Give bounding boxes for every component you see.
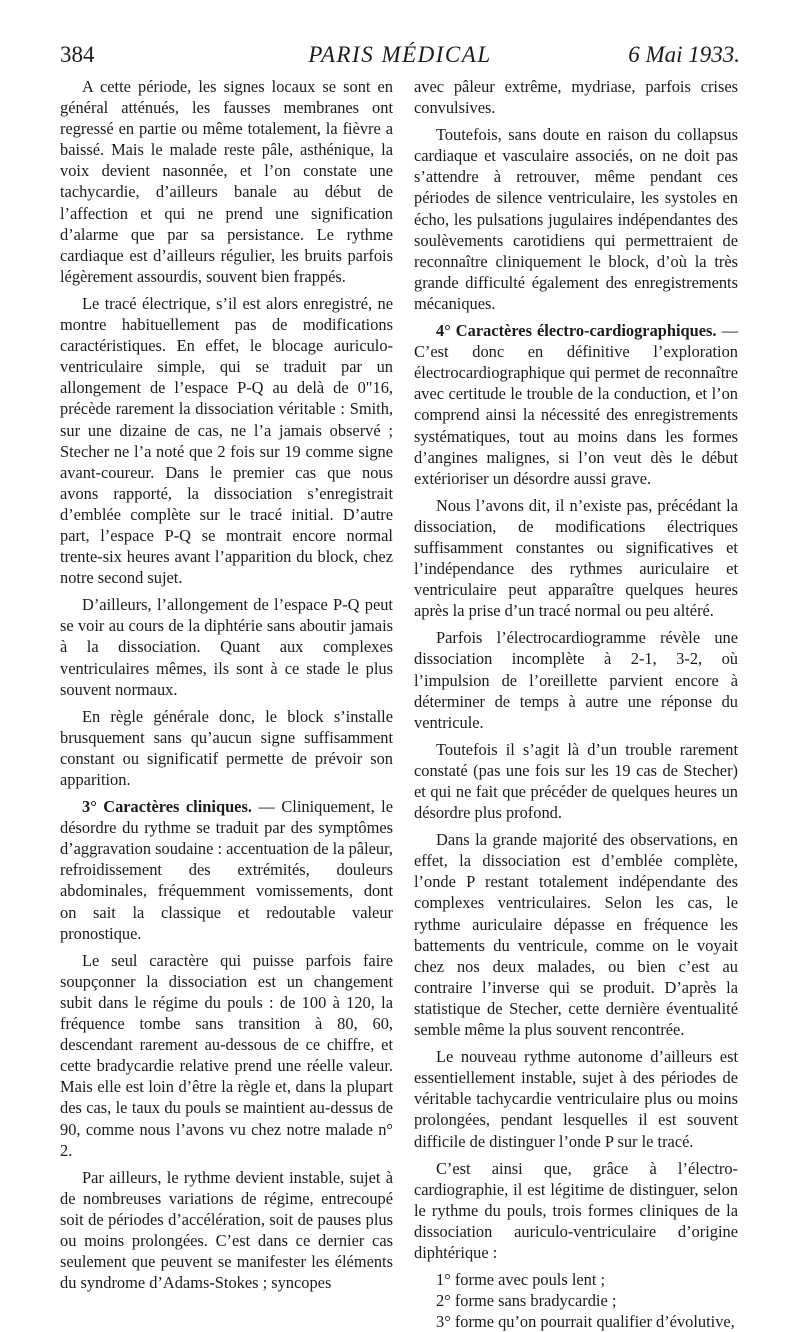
section-3-paragraph xyxy=(60,796,393,944)
right-column xyxy=(414,76,738,1332)
list-item: 2° forme sans bradycardie ; xyxy=(436,1291,617,1311)
section-heading: 3° Caractères cliniques. xyxy=(82,797,252,817)
section-4-paragraph xyxy=(414,320,738,489)
journal-title: PARIS MÉDICAL xyxy=(308,42,492,67)
issue-date: 6 Mai 1933. xyxy=(628,42,740,67)
paragraph: Toutefois, sans doute en raison du collapsus cardiaque et vasculaire associés, on ne doit pas s’attendre à retrouver, même pendant ces périodes de silence ventriculaire, les systoles en écho, les pulsations jugulaires indépendantes des soulèvements carotidiens qui permettraient de reconnaître cliniquement le block, d’où la très grande difficulté également des enregistrements mécaniques. xyxy=(414,125,738,313)
list-item: 1° forme avec pouls lent ; xyxy=(436,1270,606,1290)
left-column xyxy=(60,76,393,1299)
list-item: 3° forme qu’on pourrait qualifier d’évolutive, xyxy=(436,1312,735,1332)
paragraph: Le seul caractère qui puisse parfois faire soupçonner la dissociation est un changement subit dans le régime du pouls : de 100 à 120, la fréquence tombe sans transition à 80, 60, descendant rarement au-dessous de ce chiffre, et cette bradycardie relative prend une réelle valeur. Mais elle est loin d’être la règle et, dans la plupart des cas, le taux du pouls se maintient au-dessus de 90, comme nous l’avons vu chez notre malade n° 2. xyxy=(60,950,393,1160)
paragraph: Parfois l’électrocardiogramme révèle une dissociation incomplète à 2-1, 3-2, où l’impulsion de l’oreillette parvient encore à déterminer de temps à autre une réponse du ventricule. xyxy=(414,628,738,732)
section-heading: 4° Caractères électro-cardiographiques. xyxy=(436,321,717,341)
paragraph: Toutefois il s’agit là d’un trouble rarement constaté (pas une fois sur les 19 cas de Stecher) et qui ne fait que précéder de quelques heures un désordre plus profond. xyxy=(414,739,738,823)
paragraph: En règle générale donc, le block s’installe brusquement sans qu’aucun signe suffisamment constant ou significatif permette de prévoir son apparition. xyxy=(60,706,393,789)
section-text: — C’est donc en définitive l’exploration électrocardiographique qui permet de reconnaître avec certitude le trouble de la conduction, et l’on comprend ainsi la nécessité des enregistrements systématiques, tout au moins dans les formes d’angines malignes, si l’on veut dès le début extérioriser un désordre aussi grave. xyxy=(414,321,738,488)
paragraph: Le tracé électrique, s’il est alors enregistré, ne montre habituellement pas de modifications caractéristiques. En effet, le blocage auriculo-ventriculaire simple, qui se traduit par un allongement de l’espace P-Q au delà de 0"16, précède rarement la dissociation véritable : Smith, sur une dizaine de cas, ne l’a jamais observé ; Stecher ne l’a noté que 2 fois sur 19 comme signe avant-coureur. Dans le premier cas que nous avons rapporté, la dissociation s’enregistrait d’emblée complète sur le tracé initial. D’autre part, l’espace P-Q se montrait encore normal trente-six heures avant l’apparition du block, chez notre second sujet. xyxy=(60,293,393,588)
paragraph: Le nouveau rythme autonome d’ailleurs est essentiellement instable, sujet à des périodes de véritable tachycardie ventriculaire plus ou moins prolongées, pendant lesquelles il est souvent difficile de distinguer l’onde P sur le tracé. xyxy=(414,1047,738,1151)
page-header xyxy=(60,42,740,70)
section-text: — Cliniquement, le désordre du rythme se traduit par des symptômes d’aggravation soudaine : accentuation de la pâleur, refroidissement des extrémités, douleurs abdominales, fréquemment vomissements, dont on sait la classique et redoutable valeur pronostique. xyxy=(60,797,393,943)
paragraph: D’ailleurs, l’allongement de l’espace P-Q peut se voir au cours de la diphtérie sans aboutir jamais à la dissociation. Quant aux complexes ventriculaires mêmes, ils sont à ce stade le plus souvent normaux. xyxy=(60,595,393,699)
paragraph: Nous l’avons dit, il n’existe pas, précédant la dissociation, de modifications électriques suffisamment constantes ou significatives et l’indépendance des rythmes auriculaire et ventriculaire peut apparaître quelques heures après la prise d’un tracé normal ou peu altéré. xyxy=(414,495,738,621)
paragraph-continued: avec pâleur extrême, mydriase, parfois crises convulsives. xyxy=(414,77,738,118)
paragraph: Par ailleurs, le rythme devient instable, sujet à de nombreuses variations de régime, entrecoupé soit de périodes d’accélération, soit de pauses plus ou moins prolongées. C’est dans ce dernier cas seulement que peuvent se manifester les éléments du syndrome d’Adams-Stokes ; syncopes xyxy=(60,1167,393,1293)
paragraph: Dans la grande majorité des observations, en effet, la dissociation est d’emblée complète, l’onde P restant totalement indépendante des complexes ventriculaires. Selon les cas, le rythme auriculaire dépasse en fréquence les battements du ventricule, comme on le voyait chez nos deux malades, ou bien c’est au contraire l’inverse qui se produit. D’après la statistique de Stecher, cette dernière éventualité semble même la plus souvent rencontrée. xyxy=(414,830,738,1040)
page-number: 384 xyxy=(60,42,95,67)
paragraph: A cette période, les signes locaux se sont en général atténués, les fausses membranes ont regressé en partie ou même totalement, la fièvre a baissé. Mais le malade reste pâle, asthénique, la voix devient nasonnée, et l’on constate une tachycardie, d’ailleurs banale au début de l’affection et qui ne prend une signification d’alarme que par sa persistance. Le rythme cardiaque est d’ailleurs régulier, les bruits parfois légèrement assourdis, souvent bien frappés. xyxy=(60,77,393,286)
paragraph: C’est ainsi que, grâce à l’électro-cardiographie, il est légitime de distinguer, selon le rythme du pouls, trois formes cliniques de la dissociation auriculo-ventriculaire d’origine diphtérique : xyxy=(414,1158,738,1262)
